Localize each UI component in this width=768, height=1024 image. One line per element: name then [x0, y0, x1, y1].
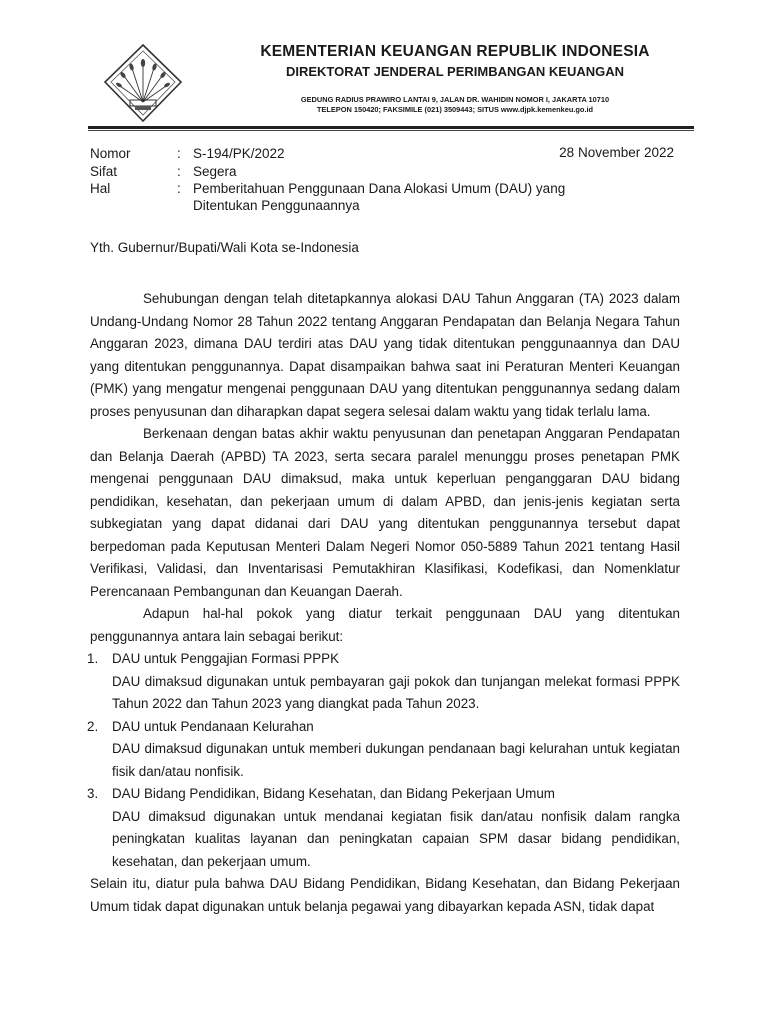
paragraph-3: Adapun hal-hal pokok yang diatur terkait penggunaan DAU yang ditentukan penggunannya antara lain sebagai berikut:	[90, 606, 680, 644]
office-contact: TELEPON 150420; FAKSIMILE (021) 3509443; SITUS www.djpk.kemenkeu.go.id	[316, 105, 594, 114]
list-item	[87, 648, 680, 716]
paragraph-4: Selain itu, diatur pula bahwa DAU Bidang Pendidikan, Bidang Kesehatan, dan Bidang Pekerjaan Umum tidak dapat digunakan untuk belanja pegawai yang dibayarkan kepada ASN, tidak dapat	[90, 876, 680, 914]
office-address: GEDUNG RADIUS PRAWIRO LANTAI 9, JALAN DR. WAHIDIN NOMOR I, JAKARTA 10710	[300, 95, 610, 104]
ministry-logo-icon	[102, 42, 184, 124]
ministry-name: KEMENTERIAN KEUANGAN REPUBLIK INDONESIA	[260, 43, 650, 60]
nomor-value: S-194/PK/2022	[193, 146, 285, 161]
letterhead-divider-thick	[88, 126, 694, 129]
sifat-value: Segera	[193, 164, 237, 179]
list-item-description: DAU dimaksud digunakan untuk pembayaran gaji pokok dan tunjangan melekat formasi PPPK Tahun 2022 dan Tahun 2023 yang diangkat pada Tahun 2023.	[112, 673, 680, 711]
sifat-colon: :	[177, 164, 181, 179]
list-item	[87, 783, 680, 873]
list-item-number: 3.	[87, 786, 99, 801]
list-item-title: DAU untuk Penggajian Formasi PPPK	[112, 651, 340, 666]
hal-value: Pemberitahuan Penggunaan Dana Alokasi Umum (DAU) yang Ditentukan Penggunaannya	[193, 181, 566, 213]
list-item	[87, 716, 680, 784]
letter-date: 28 November 2022	[559, 145, 674, 160]
letter-body	[87, 288, 680, 918]
letterhead-divider-thin	[88, 130, 694, 131]
hal-label: Hal	[90, 181, 111, 196]
paragraph-1: Sehubungan dengan telah ditetapkannya alokasi DAU Tahun Anggaran (TA) 2023 dalam Undang-Undang Nomor 28 Tahun 2022 tentang Anggaran Pendapatan dan Belanja Negara Tahun Anggaran 2023, dimana DAU terdiri atas DAU yang tidak ditentukan penggunaannya dan DAU yang ditentukan penggunannya. Dapat disampaikan bahwa saat ini Peraturan Menteri Keuangan (PMK) yang mengatur mengenai penggunaan DAU yang ditentukan penggunannya sedang dalam proses penyusunan dan diharapkan dapat segera selesai dalam waktu yang tidak terlalu lama.	[90, 291, 680, 419]
list-item-title: DAU Bidang Pendidikan, Bidang Kesehatan, dan Bidang Pekerjaan Umum	[112, 786, 555, 801]
paragraph-2: Berkenaan dengan batas akhir waktu penyusunan dan penetapan Anggaran Pendapatan dan Belanja Daerah (APBD) TA 2023, serta secara paralel menunggu proses penetapan PMK mengenai penggunaan DAU dimaksud, maka untuk keperluan penganggaran DAU bidang pendidikan, kesehatan, dan pekerjaan umum di dalam APBD, dan jenis-jenis kegiatan serta subkegiatan yang dapat didanai dari DAU yang ditentukan penggunannya tersebut dapat berpedoman pada Keputusan Menteri Dalam Negeri Nomor 050-5889 Tahun 2021 tentang Hasil Verifikasi, Validasi, dan Inventarisasi Pemutakhiran Klasifikasi, Kodefikasi, dan Nomenklatur Perencanaan Pembangunan dan Keuangan Daerah.	[90, 426, 680, 599]
directorate-name: DIREKTORAT JENDERAL PERIMBANGAN KEUANGAN	[285, 64, 625, 79]
nomor-colon: :	[177, 146, 181, 161]
hal-colon: :	[177, 181, 181, 196]
list-item-title: DAU untuk Pendanaan Kelurahan	[112, 718, 314, 734]
letterhead	[190, 42, 720, 115]
list-item-description: DAU dimaksud digunakan untuk mendanai kegiatan fisik dan/atau nonfisik dalam rangka peningkatan kualitas layanan dan peningkatan capaian SPM dasar bidang pendidikan, kesehatan, dan pekerjaan umum.	[112, 808, 680, 869]
addressee: Yth. Gubernur/Bupati/Wali Kota se-Indonesia	[90, 240, 359, 255]
list-item-number: 2.	[87, 718, 99, 734]
list-item-number: 1.	[87, 651, 99, 666]
nomor-label: Nomor	[90, 146, 131, 161]
list-item-description: DAU dimaksud digunakan untuk memberi dukungan pendanaan bagi kelurahan untuk kegiatan fisik dan/atau nonfisik.	[112, 741, 680, 779]
sifat-label: Sifat	[90, 164, 118, 179]
